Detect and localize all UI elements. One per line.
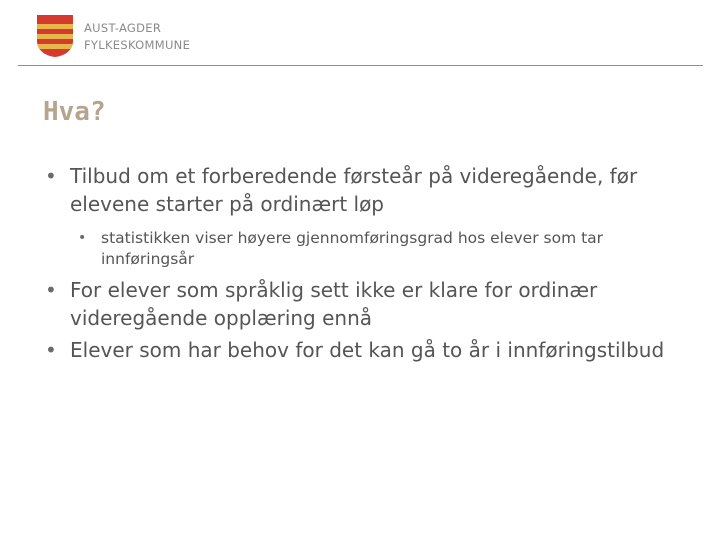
bullet-item <box>0 336 670 364</box>
bullet-list <box>0 162 720 364</box>
header-divider <box>18 65 703 66</box>
sub-bullet-text: statistikken viser høyere gjennomføringsgrad hos elever som tar innføringsår <box>101 229 604 268</box>
sub-bullet-marker: • <box>78 230 87 246</box>
logo-line-2: FYLKESKOMMUNE <box>84 38 191 52</box>
slide-title: Hva? <box>43 97 106 127</box>
bullet-text: Elever som har behov for det kan gå to år i innføringstilbud <box>70 338 665 362</box>
sub-bullet-item <box>0 228 691 270</box>
logo-line-1: AUST-AGDER <box>84 21 162 35</box>
bullet-marker: • <box>45 164 57 188</box>
bullet-marker: • <box>45 338 57 362</box>
bullet-marker: • <box>45 278 57 302</box>
bullet-item <box>0 162 670 218</box>
bullet-item <box>0 276 670 332</box>
bullet-text: For elever som språklig sett ikke er klare for ordinær videregående opplæring ennå <box>70 278 598 330</box>
header <box>0 0 720 66</box>
bullet-text: Tilbud om et forberedende førsteår på videregående, før elevene starter på ordinært løp <box>70 164 638 216</box>
logo-wordmark <box>84 20 190 54</box>
coat-of-arms-icon <box>37 15 73 57</box>
